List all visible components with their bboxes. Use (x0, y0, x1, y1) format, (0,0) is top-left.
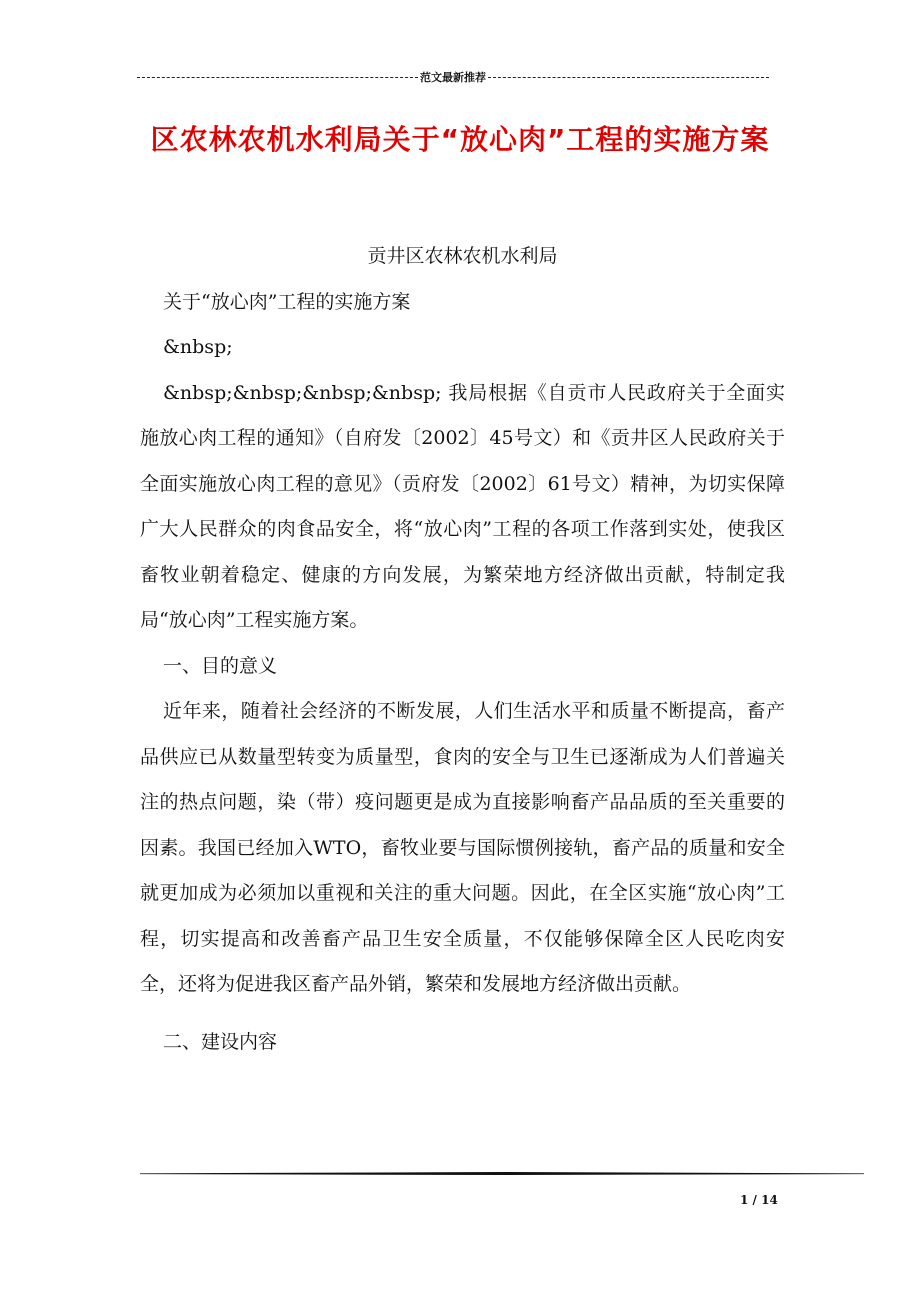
section-heading-purpose: 一、目的意义 (163, 654, 278, 677)
nbsp-line: &nbsp; (163, 336, 233, 358)
document-subtitle: 关于“放心肉”工程的实施方案 (163, 290, 411, 313)
intro-paragraph: &nbsp;&nbsp;&nbsp;&nbsp; 我局根据《自贡市人民政府关于全面实施放心肉工程的通知》（自府发〔2002〕45号文）和《贡井区人民政府关于全面实施放心肉工程的意见》（贡府发〔2002〕61号文）精神，为切实保障广大人民群众的肉食品安全，将“放心肉”工程的各项工作落到实处，使我区畜牧业朝着稳定、健康的方向发展，为繁荣地方经济做出贡献，特制定我局“放心肉”工程实施方案。 (140, 381, 785, 631)
issuing-organization: 贡井区农林农机水利局 (367, 245, 558, 267)
purpose-paragraph: 近年来，随着社会经济的不断发展，人们生活水平和质量不断提高，畜产品供应已从数量型转变为质量型，食肉的安全与卫生已逐渐成为人们普遍关注的热点问题，染（带）疫问题更是成为直接影响畜产品品质的至关重要的因素。我国已经加入WTO，畜牧业要与国际惯例接轨，畜产品的质量和安全就更加成为必须加以重视和关注的重大问题。因此，在全区实施“放心肉”工程，切实提高和改善畜产品卫生安全质量，不仅能够保障全区人民吃肉安全，还将为促进我区畜产品外销，繁荣和发展地方经济做出贡献。 (140, 700, 785, 995)
header-dash-left (137, 77, 418, 78)
page-header (137, 68, 769, 86)
document-body (140, 234, 785, 1065)
header-dash-right (488, 77, 769, 78)
page-number: 1 / 14 (740, 1193, 778, 1207)
document-title: 区农林农机水利局关于“放心肉”工程的实施方案 (150, 123, 770, 156)
footer-rule (140, 1172, 864, 1175)
header-label: 范文最新推荐 (420, 71, 486, 84)
section-heading-content: 二、建设内容 (163, 1030, 278, 1053)
